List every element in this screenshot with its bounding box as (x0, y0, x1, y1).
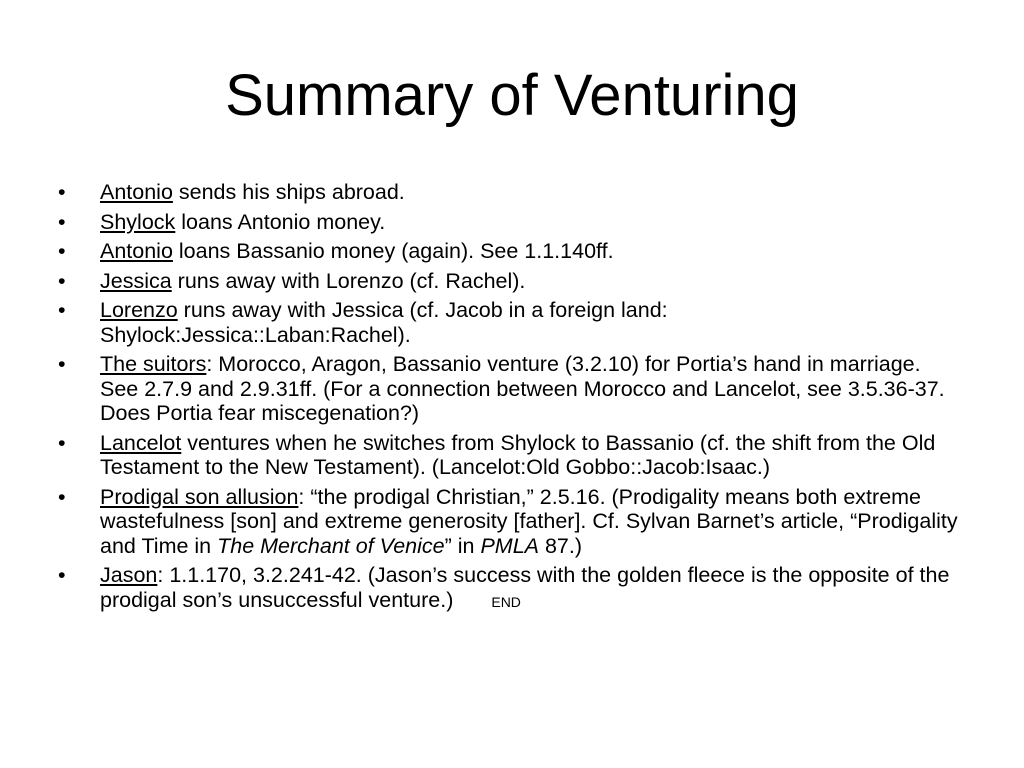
bullet-dot: • (58, 430, 66, 455)
bullet-item-suitors (58, 352, 958, 426)
bullet-dot: • (58, 180, 66, 204)
bullet-text: runs away with Lorenzo (cf. Rachel). (171, 268, 526, 293)
bullet-item-prodigal-son (58, 485, 958, 559)
bullet-text: ” in (444, 533, 481, 558)
bullet-text: sends his ships abroad. (172, 180, 405, 204)
bullet-dot: • (58, 563, 66, 587)
bullet-item-lorenzo (58, 298, 958, 347)
bullet-dot: • (58, 239, 66, 263)
bullet-text: : 1.1.170, 3.2.241-42. (Jason’s success with the golden fleece is the opposite of the prodigal son’s unsuccessful venture.) (100, 563, 950, 612)
bullet-text: 87.) (539, 533, 583, 558)
bullet-item-antonio-loan (58, 239, 958, 264)
slide-title: Summary of Venturing (225, 63, 799, 128)
end-label: END (491, 593, 521, 610)
work-title-italic: The Merchant of Venice (217, 533, 445, 558)
bullet-list (58, 180, 958, 619)
bullet-dot: • (58, 209, 66, 234)
bullet-item-jessica (58, 269, 958, 294)
bullet-item-shylock-loan (58, 210, 958, 235)
bullet-lead: Shylock (100, 209, 176, 234)
bullet-lead: The suitors (100, 352, 207, 376)
bullet-lead: Lorenzo (100, 298, 178, 322)
bullet-lead: Jessica (100, 268, 172, 293)
bullet-text: runs away with Jessica (cf. Jacob in a foreign land: Shylock:Jessica::Laban:Rachel). (100, 298, 668, 347)
bullet-lead: Antonio (100, 180, 173, 204)
bullet-text: ventures when he switches from Shylock to Bassanio (cf. the shift from the Old Testament to the New Testament). (Lancelot:Old Gobbo::Jacob:Isaac.) (100, 430, 936, 479)
bullet-text: loans Bassanio money (again). See 1.1.140ff. (172, 239, 614, 263)
bullet-lead: Antonio (100, 239, 173, 263)
bullet-text: : “the prodigal Christian,” 2.5.16. (Prodigality means both extreme wastefulness [son] and extreme generosity [father]. Cf. Sylvan Barnet’s article, “Prodigality and Time in (100, 484, 958, 558)
bullet-item-lancelot (58, 431, 958, 480)
bullet-text: loans Antonio money. (175, 209, 386, 234)
journal-title-italic: PMLA (480, 533, 539, 558)
bullet-dot: • (58, 484, 66, 509)
bullet-lead: Prodigal son allusion (100, 484, 299, 509)
bullet-dot: • (58, 268, 66, 293)
bullet-lead: Jason (100, 563, 158, 587)
bullet-dot: • (58, 352, 66, 376)
bullet-item-antonio-ships (58, 180, 958, 205)
bullet-dot: • (58, 298, 66, 322)
bullet-lead: Lancelot (100, 430, 182, 455)
bullet-text: : Morocco, Aragon, Bassanio venture (3.2.10) for Portia’s hand in marriage. See 2.7.9 and 2.9.31ff. (For a connection between Morocco and Lancelot, see 3.5.36-37. Does Portia fear miscegenation?) (100, 352, 945, 425)
bullet-item-jason (58, 563, 958, 614)
